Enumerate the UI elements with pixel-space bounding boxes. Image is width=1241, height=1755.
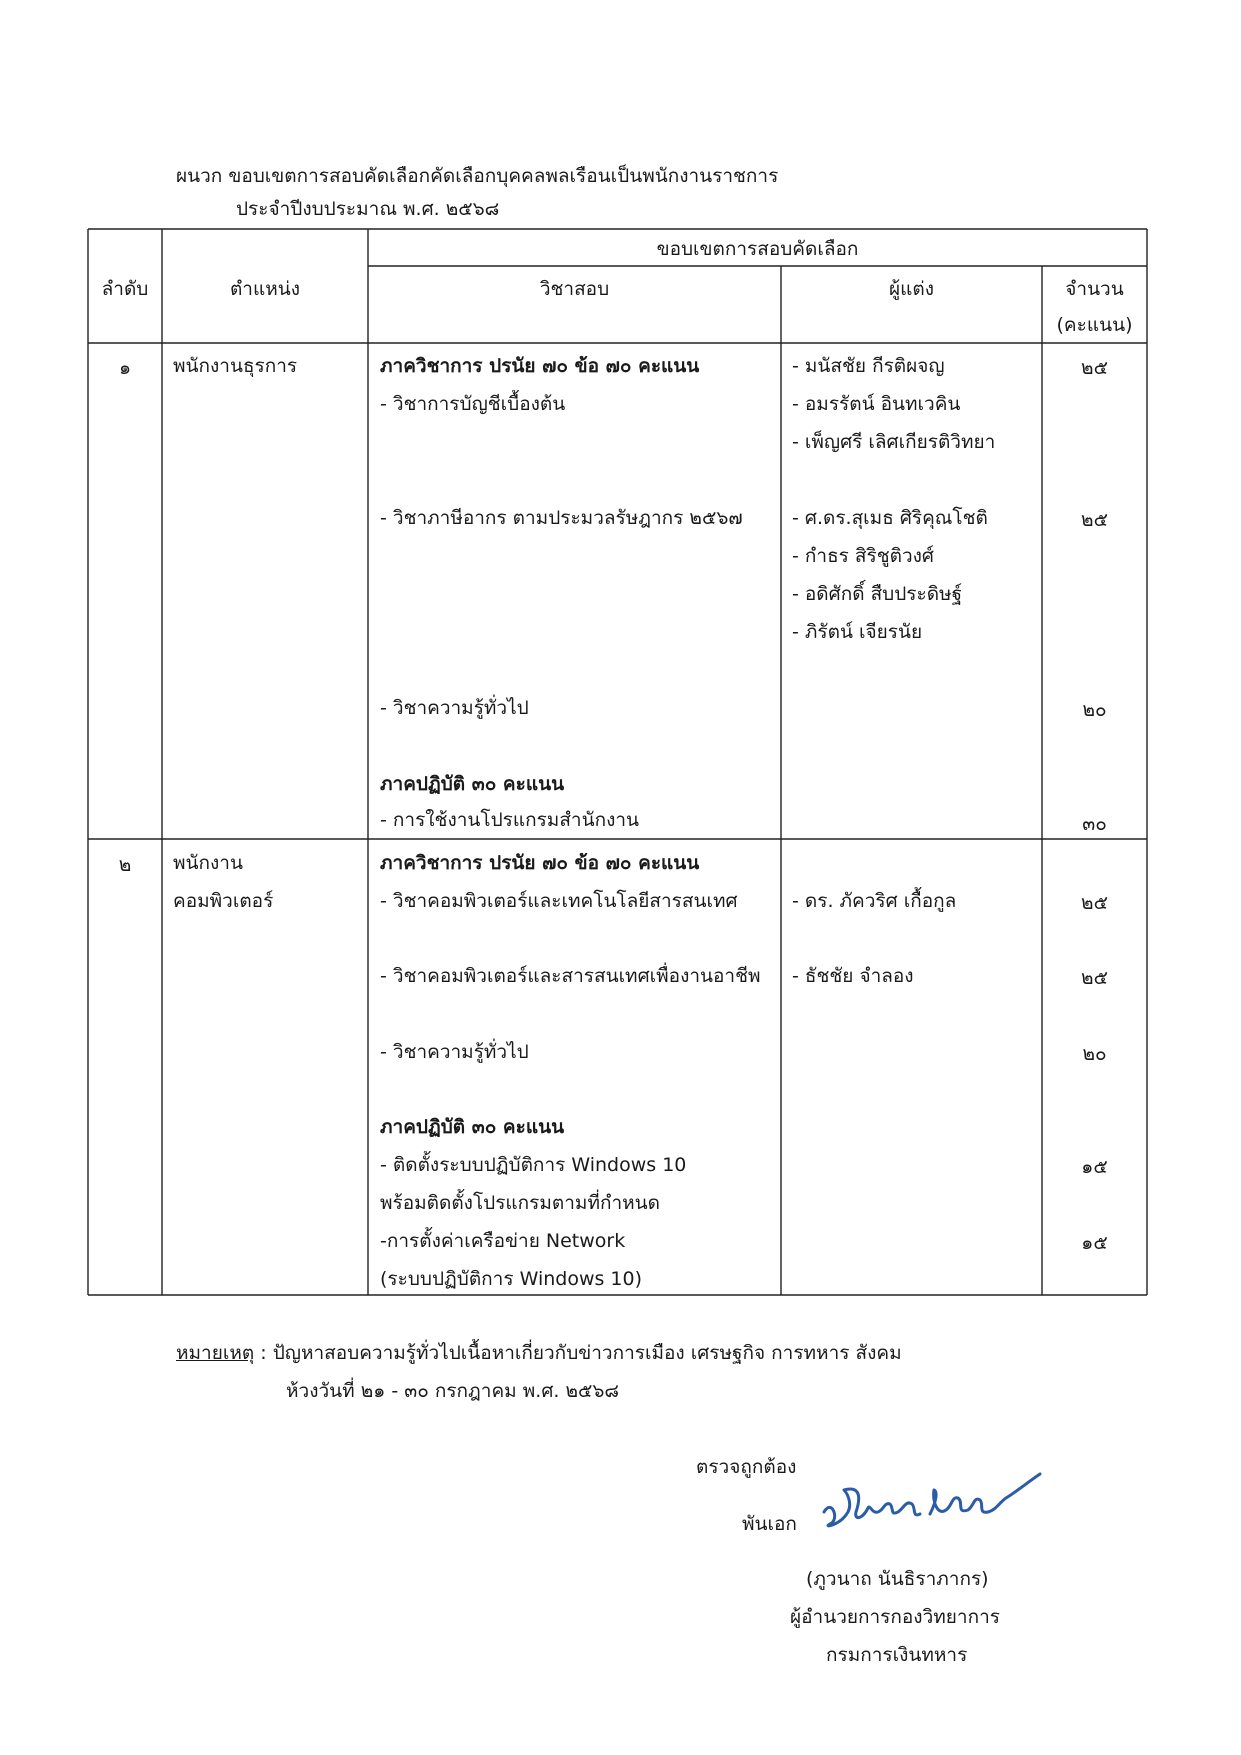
row2-practical-2-line2: (ระบบปฏิบัติการ Windows 10) (380, 1268, 643, 1290)
header-score-line2: (คะแนน) (1056, 314, 1133, 336)
document-subtitle: ประจำปีงบประมาณ พ.ศ. ๒๕๖๘ (236, 198, 500, 220)
row1-subject-3-score: ๒๐ (1082, 699, 1107, 721)
note-label: หมายเหตุ (176, 1342, 255, 1364)
row1-subject-2-author-2: - กำธร สิริชูติวงศ์ (792, 545, 934, 567)
row1-subject-3: - วิชาความรู้ทั่วไป (380, 697, 529, 719)
verified-label: ตรวจถูกต้อง (696, 1456, 797, 1478)
row2-subject-3-score: ๒๐ (1082, 1043, 1107, 1065)
handwritten-signature (818, 1468, 1058, 1538)
signer-title: ผู้อำนวยการกองวิทยาการ (790, 1606, 1000, 1628)
row1-subject-1-author-2: - อมรรัตน์ อินทเวคิน (792, 393, 961, 415)
row1-subject-2: - วิชาภาษีอากร ตามประมวลรัษฎากร ๒๕๖๗ (380, 507, 743, 529)
row2-subject-1-author-1: - ดร. ภัควริศ เกื้อกูล (792, 890, 957, 912)
row1-practical-1-score: ๓๐ (1082, 813, 1107, 835)
row2-position-line1: พนักงาน (173, 852, 243, 874)
row2-no: ๒ (118, 854, 132, 876)
row1-subject-2-author-4: - ภิรัตน์ เจียรนัย (792, 621, 923, 643)
row1-practical-part: ภาคปฏิบัติ ๓๐ คะแนน (380, 773, 565, 795)
header-subject: วิชาสอบ (539, 278, 610, 300)
row2-practical-2-line1: -การตั้งค่าเครือข่าย Network (380, 1230, 626, 1252)
header-no: ลำดับ (101, 278, 149, 300)
row2-subject-1-score: ๒๕ (1081, 892, 1108, 914)
row1-subject-1-author-1: - มนัสชัย กีรติผจญ (792, 355, 945, 377)
row1-subject-1: - วิชาการบัญชีเบื้องต้น (380, 393, 566, 415)
row2-subject-2-score: ๒๕ (1081, 967, 1108, 989)
signer-rank: พันเอก (742, 1513, 797, 1535)
header-score-line1: จำนวน (1065, 278, 1124, 300)
row2-subject-2-author-1: - ธัชชัย จำลอง (792, 965, 914, 987)
row2-academic-part: ภาควิชาการ ปรนัย ๗๐ ข้อ ๗๐ คะแนน (380, 852, 700, 874)
signer-name: (ภูวนาถ นันธิราภากร) (806, 1568, 989, 1590)
header-position: ตำแหน่ง (229, 278, 301, 300)
row2-practical-part: ภาคปฏิบัติ ๓๐ คะแนน (380, 1116, 565, 1138)
document-title: ผนวก ขอบเขตการสอบคัดเลือกคัดเลือกบุคคลพลเรือนเป็นพนักงานราชการ (176, 165, 779, 187)
note-line2: ห้วงวันที่ ๒๑ - ๓๐ กรกฎาคม พ.ศ. ๒๕๖๘ (286, 1380, 620, 1402)
row1-subject-2-author-1: - ศ.ดร.สุเมธ ศิริคุณโชติ (792, 507, 988, 529)
row2-practical-1-line1: - ติดตั้งระบบปฏิบัติการ Windows 10 (380, 1154, 687, 1176)
row2-subject-2: - วิชาคอมพิวเตอร์และสารสนเทศเพื่องานอาชีพ (380, 965, 761, 987)
row1-no: ๑ (118, 357, 132, 379)
header-exam-scope: ขอบเขตการสอบคัดเลือก (656, 238, 859, 260)
row1-position: พนักงานธุรการ (173, 355, 298, 377)
row1-academic-part: ภาควิชาการ ปรนัย ๗๐ ข้อ ๗๐ คะแนน (380, 355, 700, 377)
signer-department: กรมการเงินทหาร (826, 1644, 968, 1666)
row2-position-line2: คอมพิวเตอร์ (173, 890, 274, 912)
row1-subject-1-score: ๒๕ (1081, 357, 1108, 379)
row1-subject-2-author-3: - อดิศักดิ์ สืบประดิษฐ์ (792, 583, 963, 605)
note-line1 (176, 1341, 902, 1365)
row2-practical-1-line2: พร้อมติดตั้งโปรแกรมตามที่กำหนด (380, 1192, 660, 1214)
row2-subject-3: - วิชาความรู้ทั่วไป (380, 1041, 529, 1063)
row2-subject-1: - วิชาคอมพิวเตอร์และเทคโนโลยีสารสนเทศ (380, 890, 738, 912)
note-text1: : ปัญหาสอบความรู้ทั่วไปเนื้อหาเกี่ยวกับข่าวการเมือง เศรษฐกิจ การทหาร สังคม (254, 1342, 902, 1364)
row2-practical-2-score: ๑๕ (1081, 1232, 1108, 1254)
row1-practical-1: - การใช้งานโปรแกรมสำนักงาน (380, 809, 640, 831)
row1-subject-2-score: ๒๕ (1081, 509, 1108, 531)
row2-practical-1-score: ๑๕ (1081, 1156, 1108, 1178)
header-author: ผู้แต่ง (889, 278, 934, 300)
row1-subject-1-author-3: - เพ็ญศรี เลิศเกียรติวิทยา (792, 431, 996, 453)
